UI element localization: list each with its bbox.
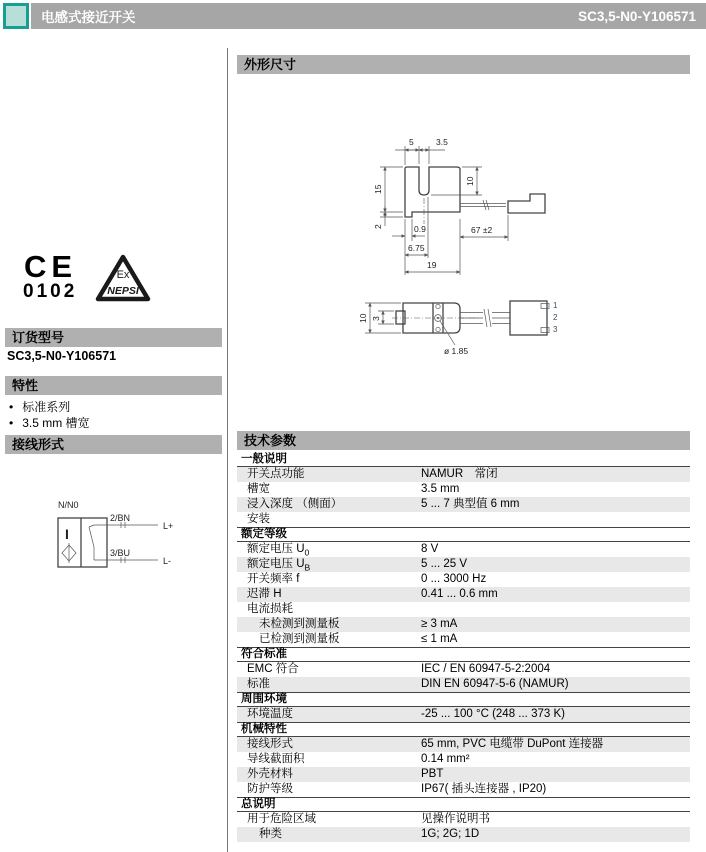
amplifier-symbol-icon <box>62 543 76 563</box>
dim-label: 19 <box>427 260 437 270</box>
connector-top-view <box>510 301 547 335</box>
param-row: EMC 符合 IEC / EN 60947-5-2:2004 <box>247 663 551 675</box>
parameters-section-header: 技术参数 <box>237 431 690 450</box>
model-number: SC3,5-N0-Y106571 <box>578 8 696 24</box>
param-row: 已检测到测量板 ≤ 1 mA <box>259 633 458 645</box>
wire-top-label: 2/BN <box>110 513 131 523</box>
hole-diameter-label: ø 1.85 <box>444 346 469 356</box>
dim-label: 0.9 <box>414 224 426 234</box>
param-row: 额定电压 $U_0$ 8 V <box>247 543 439 558</box>
param-row: 开关频率 f 0 ... 3000 Hz <box>247 573 487 585</box>
connector-side-view <box>508 194 545 213</box>
feature-item: • 标准系列 <box>9 398 70 415</box>
brand-square-icon <box>3 3 29 29</box>
wire-bottom-label: 3/BU <box>110 548 131 558</box>
dim-label: 2 <box>373 224 383 229</box>
terminal-minus-label: L- <box>163 556 172 566</box>
param-row: 安装 <box>247 513 270 525</box>
dimensions-section-header: 外形尺寸 <box>237 55 690 74</box>
dim-label: 10 <box>465 176 475 186</box>
param-row: 浸入深度 （侧面） 5 ... 7 典型值 6 mm <box>237 497 690 512</box>
param-section-row: 总说明 <box>237 797 690 812</box>
param-row: 环境温度 -25 ... 100 °C (248 ... 373 K) <box>237 707 690 722</box>
param-row: 接线形式 65 mm, PVC 电缆带 DuPont 连接器 <box>237 737 690 752</box>
param-row: 未检测到测量板 ≥ 3 mA <box>237 617 690 632</box>
nepsi-ex-logo <box>92 251 154 307</box>
dim-label: 15 <box>373 184 383 194</box>
parameters-table <box>237 452 690 842</box>
param-row: 导线截面积 0.14 mm² <box>247 753 470 765</box>
param-section-row: 机械特性 <box>237 722 690 737</box>
switch-contact-icon <box>89 525 94 560</box>
dim-label: 3.5 <box>436 137 448 147</box>
param-section-row: 符合标准 <box>237 647 690 662</box>
param-section-row: 额定等级 <box>237 527 690 542</box>
top-header <box>0 3 706 29</box>
order-number-section-header: 订货型号 <box>5 328 222 347</box>
nepsi-label: NEPSI <box>107 285 139 297</box>
param-row: 电流损耗 <box>247 603 293 615</box>
param-row: 防护等级 IP67( 插头连接器 , IP20) <box>247 783 547 795</box>
pin-label: 3 <box>553 325 558 334</box>
order-number: SC3,5-N0-Y106571 <box>7 349 117 363</box>
ce-mark: CE <box>24 249 78 284</box>
param-row: 迟滞 H 0.41 ... 0.6 mm <box>237 587 690 602</box>
pin-label: 1 <box>553 301 558 310</box>
ex-label: Ex <box>116 269 130 281</box>
param-row: 种类 1G; 2G; 1D <box>237 827 690 842</box>
ce-number: 0102 <box>23 281 78 302</box>
pin-label: 2 <box>553 313 558 322</box>
inductive-symbol: I <box>65 526 69 542</box>
dim-label: 6.75 <box>408 243 425 253</box>
column-divider <box>227 48 228 852</box>
dimension-drawing <box>340 128 660 398</box>
param-row: 槽宽 3.5 mm <box>247 483 460 495</box>
circuit-label: N/N0 <box>58 500 79 510</box>
param-row: 用于危险区域 见操作说明书 <box>247 813 490 825</box>
dim-label: 10 <box>358 313 368 323</box>
sensor-side-view <box>405 167 460 217</box>
param-row: 开关点功能 NAMUR 常闭 <box>237 467 690 482</box>
dim-label: 5 <box>409 137 414 147</box>
top-header-bar <box>31 3 706 29</box>
param-row: 外壳材料 PBT <box>237 767 690 782</box>
product-type-title: 电感式接近开关 <box>41 10 136 25</box>
param-row: 标准 DIN EN 60947-5-6 (NAMUR) <box>237 677 690 692</box>
feature-item: • 3.5 mm 槽宽 <box>9 414 90 431</box>
connection-section-header: 接线形式 <box>5 435 222 454</box>
dim-label: 3 <box>371 316 381 321</box>
terminal-plus-label: L+ <box>163 521 174 531</box>
param-section-row: 周围环境 <box>237 692 690 707</box>
param-row: 额定电压 $U_B$ 5 ... 25 V <box>237 557 690 572</box>
dim-label: 67 ±2 <box>471 225 493 235</box>
features-section-header: 特性 <box>5 376 222 395</box>
wiring-diagram <box>25 495 200 590</box>
param-section-row: 一般说明 <box>237 452 690 467</box>
